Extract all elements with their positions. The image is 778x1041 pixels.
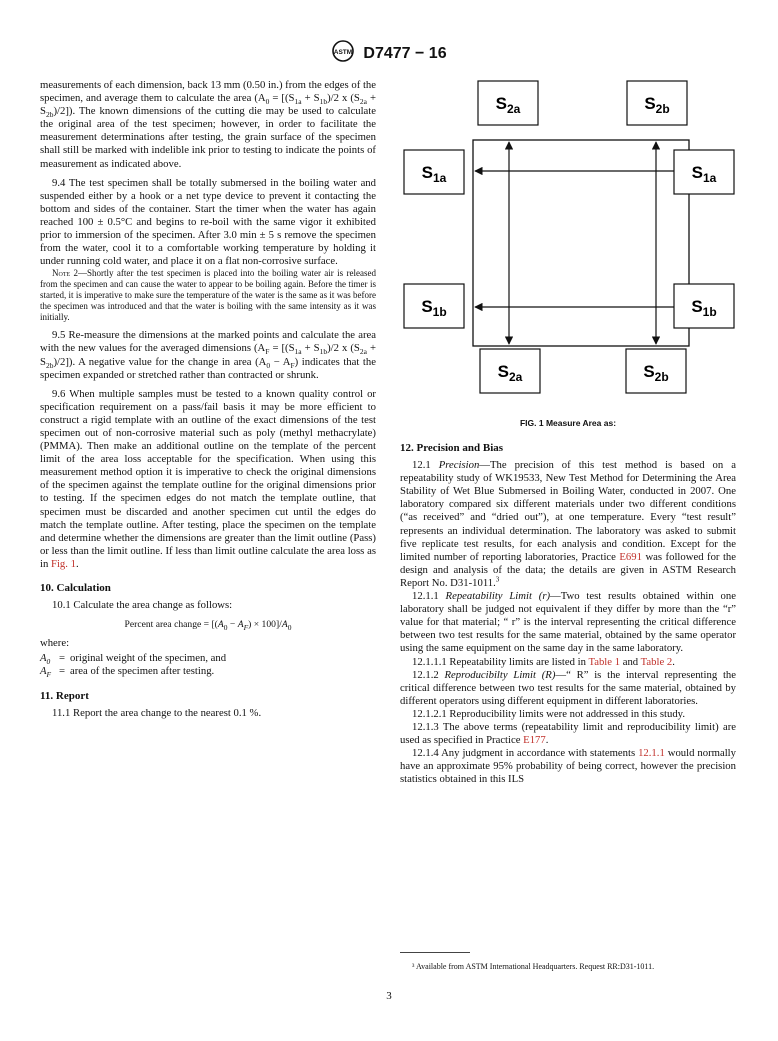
note-label: Note 2: [52, 268, 79, 279]
paragraph-9-4: 9.4 The test specimen shall be totally submersed in the boiling water and suspended either by a hook or a net type device to prevent it contacting the bottom and sides of the container. Start the timer when the water has again reached 100 ± 0.5°C and begins to re-boil with the same vigor it exhibited prior to immersion of the specimen. After 3.0 min ± 5 s remove the specimen from the water, cool it to a comfortable working temperature by holding it under running cold water, and place it on a flat non-corrosive surface.: [40, 176, 376, 268]
section-10-heading: 10. Calculation: [40, 582, 111, 594]
note-text: —Shortly after the test specimen is placed into the boiling water air is released from the specimen and can cause the water to appear to be boiling again. Before the timer is started, it is imperative to make sure the temperature of the water is the same as it was before the specimen was introduced and that the water is boiling with the same intensity as it was initially.: [40, 268, 376, 323]
paragraph-9-3-continued: measurements of each dimension, back 13 mm (0.50 in.) from the edges of the specimen, and average them to calculate the area ($A_0 = [(S_{1a} + S_{1b})/2$ x $(S_{2a} + S_{2b})/2$]). The known dimensions of the cutting die may be used to calculate the original area of the test specimen; however, in order to facilitate the measurement determinations after testing, the grain surface of the specimen shall still be marked with indelible ink prior to testing to indicate the points of measurement as indicated above.: [40, 79, 376, 170]
table-1-link[interactable]: Table 1: [588, 655, 621, 668]
svg-text:S2a: $S_{2a}$: [495, 94, 521, 116]
label-s2a-bottom: [480, 349, 540, 393]
paragraph-9-5: 9.5 Re-measure the dimensions at the marked points and calculate the area with the new values for the averaged dimensions ($A_F = [(S_{1a} + S_{1b})/2$ x $(S_{2a} + S_{2b})/2$]). A negative value for the change in area $(A_0 - A_F)$ indicates that the specimen expanded or stretched rather than contracted or shrunk.: [40, 329, 376, 381]
para-text: 12.1.1.1 Repeatability limits are listed in: [412, 655, 586, 668]
area-change-formula: Percent area change = $[(A_0 - A_F) \times 100]/A_0$: [124, 619, 292, 633]
para-text: .: [672, 655, 675, 668]
para-title: Reproducibilty Limit (R): [444, 668, 556, 681]
para-number: 12.1: [412, 459, 431, 472]
right-column: [400, 442, 736, 786]
paragraph-12-1-2-1: 12.1.2.1 Reproducibility limits were not addressed in this study.: [412, 707, 685, 720]
svg-text:S1a: $S_{1a}$: [421, 163, 447, 185]
para-title: Precision: [438, 459, 480, 472]
document-id: D7477 − 16: [363, 44, 447, 62]
def-equals: =: [58, 652, 66, 665]
footnote-ref: 3: [495, 575, 500, 584]
svg-text:S1b: $S_{1b}$: [421, 297, 447, 319]
table-2-link[interactable]: Table 2: [640, 655, 673, 668]
footnote: ³ Available from ASTM International Headquarters. Request RR:D31-1011.: [412, 962, 655, 971]
e177-link[interactable]: E177: [523, 734, 546, 747]
para-text: 12.1.4 Any judgment in accordance with statements: [412, 747, 636, 760]
section-12-1-1-link[interactable]: 12.1.1: [638, 747, 665, 760]
def-text: area of the specimen after testing.: [70, 665, 215, 678]
def-symbol: $A_F$: [40, 665, 52, 680]
paragraph-10-1: 10.1 Calculate the area change as follows:: [52, 599, 233, 612]
fig-1-link[interactable]: Fig. 1: [51, 557, 76, 570]
para-text: would normally have an approximate 95% probability of being correct, however the precision statistics obtained in this ILS: [400, 747, 736, 786]
label-s1b-right: [674, 284, 734, 328]
paragraph-9-6-text: 9.6 When multiple samples must be tested to a known quality control or specification requirement on a pass/fail basis it may be more efficient to construct a rigid template with an outline of the exact dimensions of the test specimen out of non-corrosive material such as poly (methyl methacrylate) (PMMA). Then make an additional outline on the template of the percent limit of the area loss acceptable for the specification. When using this measurement method option it is imperative to check the original dimensions of the specimen against the template outline for the original dimensions prior to testing. If the specimen edges do not match the template outline, that specimen must be discarded and another specimen cut until the edges do match the template outline. After testing, place the specimen on the template and determine whether the dimensions are greater than the limit outline (Pass) or less than the limit outline. If less than limit outline calculate the area loss as in: [40, 387, 376, 570]
definition-af: [40, 665, 376, 678]
svg-text:ASTM: ASTM: [334, 49, 353, 56]
label-s2b-top: [627, 81, 687, 125]
para-text: was followed for the design and analysis of the data; the details are given in ASTM Research Report No. D31-1011.: [400, 550, 737, 589]
paragraph-11-1: 11.1 Report the area change to the nearest 0.1 %.: [52, 706, 262, 719]
footnote-divider: [400, 952, 470, 953]
para-text: .: [545, 734, 549, 747]
astm-logo: [331, 40, 355, 67]
para-number: 12.1.2: [412, 668, 439, 681]
para-text: 12.1.3 The above terms (repeatability limit and reproducibility limit) are used as specified in Practice: [400, 720, 736, 747]
label-s1a-left: [404, 150, 464, 194]
paragraph-12-1-2: [400, 669, 736, 708]
svg-text:S2b: $S_{2b}$: [643, 362, 669, 384]
para-number: 12.1.1: [412, 590, 439, 603]
where-label: where:: [40, 637, 70, 650]
figure-caption: FIG. 1 Measure Area as:: [519, 418, 617, 428]
para-text: —Two test results obtained within one laboratory shall be judged not equivalent if they differ by more than the “r” value for that material; “ r” is the interval representing the critical difference between two test results for the same material, obtained by the same operator using the same equipment on the same day in the same laboratory.: [400, 590, 736, 655]
svg-text:S1b: $S_{1b}$: [691, 297, 717, 319]
def-symbol: $A_0$: [40, 652, 51, 667]
svg-text:S2a: $S_{2a}$: [497, 362, 523, 384]
def-equals: =: [58, 665, 66, 678]
para-text: —The precision of this test method is based on a repeatability study of WK19533, New Test Method for Determining the Area Stability of Wet Blue Submersed in Boiling Water, conducted in 2007. One laboratory compared six different materials under two different conditions (“as received” and “dried out”), at one temperature. Every “test result” represents an individual determination. The laboratory was asked to submit five replicate test results, for each analysis and condition. Except for the limited number of reporting laboratories, Practice: [400, 459, 736, 563]
e691-link[interactable]: E691: [619, 550, 642, 563]
para-title: Repeatability Limit (r): [445, 590, 551, 603]
para-text: —“ R” is the interval representing the critical difference between two test results for the same material, obtained by different operators using different equipment in different laboratories.: [400, 668, 736, 707]
svg-text:S1a: $S_{1a}$: [691, 163, 717, 185]
para-text: and: [622, 655, 639, 668]
page-number: 3: [386, 990, 392, 1002]
note-2: [40, 268, 376, 323]
definitions: [40, 652, 376, 678]
section-11-heading: 11. Report: [40, 689, 89, 702]
left-column: [40, 79, 376, 720]
measure-area-diagram: [400, 79, 736, 409]
paragraph-12-1-1-1: [400, 656, 736, 669]
paragraph-9-6: [40, 388, 376, 571]
paragraph-12-1-3: [400, 721, 736, 747]
section-12-heading: 12. Precision and Bias: [400, 442, 504, 454]
paragraph-12-1-1: [400, 590, 736, 655]
label-s1b-left: [404, 284, 464, 328]
svg-text:S2b: $S_{2b}$: [644, 94, 670, 116]
def-text: original weight of the specimen, and: [70, 652, 227, 665]
figure-1: [400, 79, 736, 409]
definition-a0: [40, 652, 376, 665]
paragraph-12-1-4: [400, 747, 736, 786]
paragraph-12-1: [400, 459, 736, 590]
page-header: [0, 40, 778, 67]
label-s2a-top: [478, 81, 538, 125]
label-s2b-bottom: [626, 349, 686, 393]
paragraph-9-6-end: .: [75, 557, 79, 570]
label-s1a-right: [674, 150, 734, 194]
